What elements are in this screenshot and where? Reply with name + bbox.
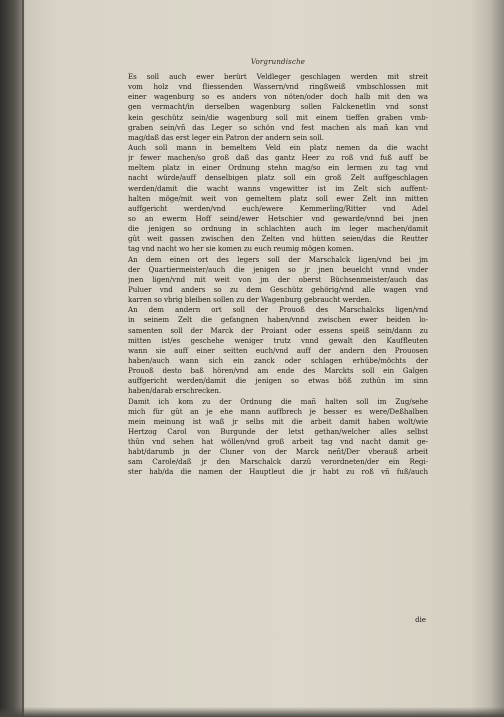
text-line: nacht würde/auff denselbigen platz soll ein groß Zelt auffgeschlagen — [128, 173, 428, 183]
page-fold-shadow — [22, 0, 24, 717]
text-line: einer wagenburg so es anders von nöten/oder doch halb mit den wa — [128, 92, 428, 102]
text-line: tag vnd nacht wo her sie komen zu euch reumig mögen komen. — [128, 244, 354, 254]
text-line: thûn vnd sehen hat wöllen/vnd groß arbeit tag vnd nacht damit ge- — [128, 437, 428, 447]
text-line: samenten soll der Marck der Proiant oder essens speiß sein/dann zu — [128, 325, 428, 335]
text-line: mein meinung ist waß jr selbs mit die arbeit damit haben wolt/wie — [128, 416, 428, 426]
text-line: so an ewerm Hoff seind/ewer Hetschier vnd gewarde/vnnd bei jnen — [128, 213, 428, 223]
text-line: meltem platz in einer Ordnung stehn mag/so ein lermen zu tag vnd — [128, 163, 428, 173]
text-line: auffgericht werden/vnd euch/ewere Kemmerling/Ritter vnd Adel — [128, 203, 428, 213]
text-line: vom holz vnd fliessenden Wassern/vnd ringßweiß vmbschlossen mit — [128, 82, 428, 92]
text-line: mich für gût an je ehe mann auffbrech je besser es were/Deßhalben — [128, 406, 428, 416]
text-line: jnen ligen/vnd mit weit von jm der oberst Büchsenmeister/auch das — [128, 274, 428, 284]
text-line: ster hab/da die namen der Hauptleut die jr habt zu roß vñ fuß/auch — [128, 467, 428, 477]
text-block — [128, 58, 428, 624]
text-line: die jenigen so ordnung in schlachten auch im leger machen/damit — [128, 224, 428, 234]
text-line: kein geschütz sein/die wagenburg soll mit einem tieffen graben vmb- — [128, 112, 428, 122]
text-line: sam Carole/daß jr den Marschalck darzû verordneten/der ein Regi- — [128, 457, 428, 467]
text-line: Es soll auch ewer berürt Veldleger geschlagen werden mit streit — [128, 72, 428, 81]
text-line: Damit ich kom zu der Ordnung die mañ halten soll im Zug/sehe — [128, 396, 428, 406]
text-line: in seinem Zelt die gefangnen haben/vnnd zwischen ewer beiden lo- — [128, 315, 428, 325]
text-line: mag/daß das erst leger ein Patron der andern sein soll. — [128, 132, 324, 142]
running-head: Vorgrundische — [250, 58, 306, 66]
text-line: jr fewer machen/so groß daß das gantz Heer zu roß vnd fuß auff be — [128, 153, 428, 163]
text-line: mitten ist/es geschehe weniger trutz vnnd gewalt den Kauffleuten — [128, 335, 428, 345]
text-line: Auch soll mann in bemeltem Veld ein platz nemen da die wacht — [128, 142, 428, 152]
text-line: werden/damit die wacht wanns vngewitter ist im Zelt sich auffent- — [128, 183, 428, 193]
text-line: wann sie auff einer seitten euch/vnd auff der andern den Prouosen — [128, 345, 428, 355]
text-line: auffgericht werden/damit die jenigen so etwas böß zuthûn im sinn — [128, 376, 428, 386]
text-line: halten möge/mit weit von gemeltem platz soll ewer Zelt inn mitten — [128, 193, 428, 203]
text-lines — [128, 72, 428, 478]
text-line: gen vermacht/in derselben wagenburg sollen Falckenetlin vnd sonst — [128, 102, 428, 112]
text-line: Hertzog Carol von Burgunde der letst gethan/welcher alles selbst — [128, 426, 428, 436]
text-line: Prouoß desto baß hören/vnd am ende des Marckts soll ein Galgen — [128, 366, 428, 376]
page-bottom-edge — [0, 707, 504, 717]
text-line: der Quartiermeister/auch die jenigen so jr jnen beuelcht vnnd vnder — [128, 264, 428, 274]
text-line: karren so vbrig bleiben sollen zu der Wagenburg gebraucht werden. — [128, 295, 372, 305]
text-line: haben/auch wann sich ein zanck oder schlagen erhübe/möchts der — [128, 355, 428, 365]
text-line: graben sein/vñ das Leger so schön vnd fest machen als mañ kan vnd — [128, 122, 428, 132]
catchword: die — [415, 616, 426, 624]
text-line: habt/darumb jn der Cluner von der Marck neñt/Der vberauß arbeit — [128, 447, 428, 457]
text-line: Puluer vnd anders so zu dem Geschütz gehörig/vnd alle wagen vnd — [128, 284, 428, 294]
text-line: An dem einen ort des legers soll der Marschalck ligen/vnd bei jm — [128, 254, 428, 264]
text-line: haben/darab erschrecken. — [128, 386, 222, 396]
book-gutter — [0, 0, 24, 717]
text-line: An dem andern ort soll der Prouoß des Marschalcks ligen/vnd — [128, 305, 428, 315]
text-line: gût weit gassen zwischen den Zelten vnd hütten seien/das die Reutter — [128, 234, 428, 244]
